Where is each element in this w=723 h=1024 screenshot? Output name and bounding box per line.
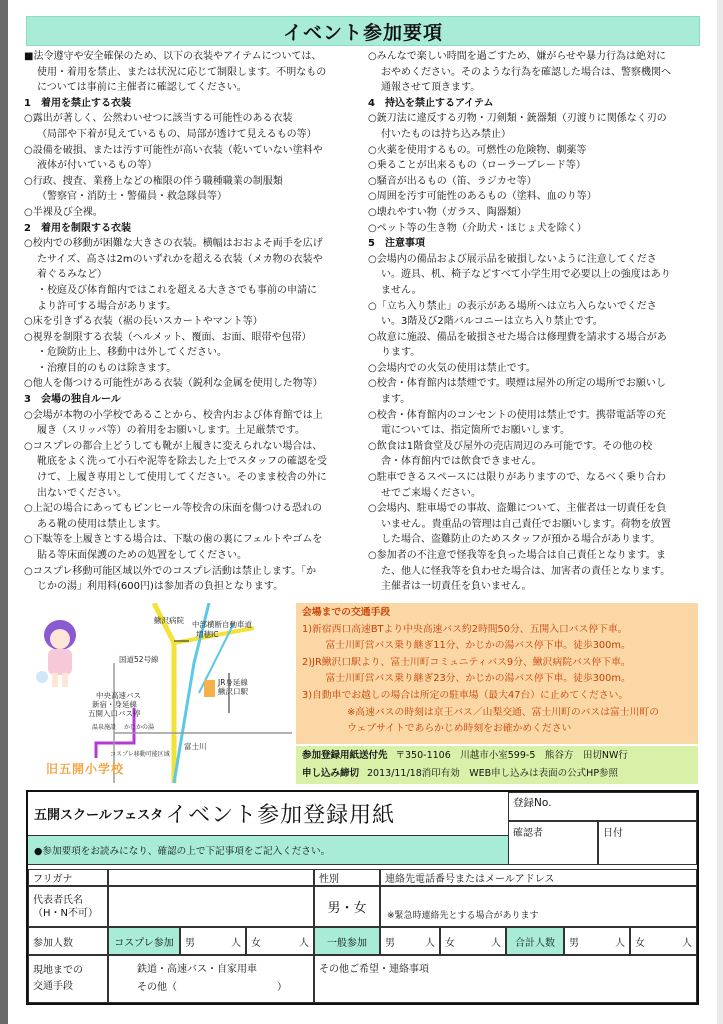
date-label: 日付 <box>603 828 623 839</box>
send-address: 〒350-1106 川越市小室599-5 熊谷方 田切NW行 <box>395 750 628 761</box>
furigana-input[interactable] <box>108 869 314 886</box>
form-title-event: 五開スクールフェスタ <box>34 808 164 823</box>
transport-line: 1)新宿西口高速BTより中央高速バス約2時間50分、五開入口バス停下車。 <box>302 623 628 635</box>
general-female-input[interactable] <box>440 927 506 955</box>
rule-line: ○騒音が出るもの（笛、ラジカセ等） <box>368 175 537 187</box>
rule-line: ○行政、捜査、業務上などの権限の伴う職種職業の制服類 <box>24 175 283 187</box>
rule-line: ○「立ち入り禁止」の表示がある場所へは立ち入らないでくださ <box>368 300 657 312</box>
rule-line: 着ぐるみなど） <box>37 269 107 281</box>
rep-name-label: 代表者氏名 （H・N不可） <box>28 886 108 927</box>
transport-info <box>296 603 698 744</box>
total-female-input[interactable] <box>630 927 697 955</box>
rule-line: 4 持込を禁止するアイテム <box>368 97 494 109</box>
registration-form <box>26 790 699 1005</box>
form-title <box>28 792 508 836</box>
page-title: イベント参加要項 <box>26 16 700 46</box>
rule-line: ○乗ることが出来るもの（ローラーブレード等） <box>368 160 586 172</box>
rule-line: ある靴の使用は禁止します。 <box>37 518 167 530</box>
contact-input[interactable] <box>380 886 697 927</box>
rule-line: 貼る等床面保護のための処置をしてください。 <box>37 550 247 561</box>
rule-line: ○会場内、駐車場での事故、盗難について、主催者は一切責任を負 <box>368 503 667 515</box>
rule-line: 液体が付いているもの等） <box>37 160 157 172</box>
rule-line: 5 注意事項 <box>368 238 425 250</box>
contact-label: 連絡先電話番号またはメールアドレス <box>380 869 697 886</box>
rule-line: 3 会場の独自ルール <box>24 394 121 406</box>
transport-line: ※高速バスの時刻は京王バス／山梨交通、富士川町のバスは富士川町の <box>347 706 659 718</box>
rule-line: ○会場内での火気の使用は禁止です。 <box>368 362 536 374</box>
rule-line: した場合、盗難防止のためスタッフが預かる場合があります。 <box>381 534 661 546</box>
map-label-kajika: かじかの湯 <box>124 724 155 731</box>
gender-label: 性別 <box>314 869 380 886</box>
general-female-unit: 人 <box>491 937 501 949</box>
page-edge-right <box>717 0 723 1024</box>
rule-line: ■法令遵守や安全確保のため、以下の衣装やアイテムについては、 <box>24 51 322 62</box>
rule-line: たサイズ、高さは2mのいずれかを超える衣装（メカ物の衣装や <box>37 253 323 265</box>
rule-line: ○校舎・体育館内のコンセントの使用は禁止です。携帯電話等の充 <box>368 409 666 421</box>
checker-field[interactable] <box>508 821 598 865</box>
transport-line: 2)JR鰍沢口駅より、富士川町コミュニティバス9分、鰍沢病院バス停下車。 <box>302 656 631 668</box>
cosplay-female-input[interactable] <box>246 927 314 955</box>
route-option-other: その他（ ） <box>137 982 287 993</box>
route-choice[interactable] <box>108 955 314 1003</box>
rule-line: ません。 <box>381 284 422 296</box>
requests-label: その他ご希望・連絡事項 <box>319 964 429 975</box>
access-map <box>24 603 292 783</box>
rule-line: い。3階及び2階バルコニーは立ち入り禁止です。 <box>381 316 603 328</box>
rule-line: じかの湯」利用料(600円)は参加者の負担となります。 <box>37 581 284 593</box>
rule-line: ・校庭及び体育館内ではこれを超える大きさでも事前の申請に <box>37 284 317 296</box>
checker-label: 確認者 <box>513 828 543 839</box>
map-label-ic: 増穂IC <box>196 630 219 639</box>
cosplay-label: コスプレ参加 <box>108 927 180 955</box>
map-label-onsen: 温泉施設 <box>92 724 117 731</box>
rule-line: ○参加者の不注意で怪我等を負った場合は自己責任となります。ま <box>368 550 666 561</box>
rule-line: ○校内での移動が困難な大きさの衣装。横幅はおおよそ両手を広げ <box>24 238 323 250</box>
rule-line: ○校舎・体育館内は禁煙です。喫煙は屋外の所定の場所でお願いし <box>368 378 666 390</box>
requests-field[interactable] <box>314 955 697 1003</box>
rule-line: 1 着用を禁止する衣装 <box>24 97 131 109</box>
rule-line: 履き（スリッパ等）の着用をお願いします。土足厳禁です。 <box>37 425 305 437</box>
contact-note: ※緊急時連絡先とする場合があります <box>387 911 539 921</box>
rule-line: については事前に主催者に確認してください。 <box>37 82 247 94</box>
page-edge-left <box>0 0 8 1024</box>
general-female-label: 女 <box>445 937 455 949</box>
rule-line: ○コスプレ移動可能区域以外でのコスプレ活動は禁止します。「か <box>24 565 317 577</box>
map-label-jr-station: 鰍沢口駅 <box>218 687 248 696</box>
total-female-unit: 人 <box>682 937 692 949</box>
map-label-jr-line: JR身延線 <box>218 678 248 687</box>
rule-line: ○設備を破損、または汚す可能性が高い衣装（乾いていない塗料や <box>24 144 323 156</box>
rule-line: ○壊れやすい物（ガラス、陶器類） <box>368 206 527 218</box>
send-address-label: 参加登録用紙送付先 <box>302 750 388 761</box>
rule-line: ○コスプレの都合上どうしても靴が上履きに変えられない場合は、 <box>24 440 323 452</box>
rule-line: ○火薬を使用するもの。可燃性の危険物、劇薬等 <box>368 144 587 156</box>
rule-line: せでご来場ください。 <box>381 487 481 499</box>
rule-line: より許可する場合があります。 <box>37 300 177 312</box>
cosplay-male-unit: 人 <box>231 937 241 949</box>
rule-line: いません。貴重品の管理は自己責任でお願いします。荷物を放置 <box>381 518 671 530</box>
map-label-school: 旧五開小学校 <box>46 762 125 776</box>
rule-line: 靴底をよく洗って小石や泥等を除去した上でスタッフの確認を受 <box>37 456 327 468</box>
route-label: 現地までの 交通手段 <box>28 955 108 1003</box>
map-label-route52: 国道52号線 <box>119 655 159 664</box>
map-label-cosplay-area: コスプレ移動可能区域 <box>110 751 170 758</box>
rule-line: 2 着用を制限する衣装 <box>24 222 131 234</box>
deadline: 2013/11/18消印有効 WEB申し込みは表面の公式HP参照 <box>367 768 619 779</box>
rule-line: ○露出が著しく、公然わいせつに該当する可能性のある衣装 <box>24 113 293 125</box>
rule-line: ○故意に施設、備品を破損させた場合は修理費を請求する場合があ <box>368 331 667 343</box>
furigana-label: フリガナ <box>28 869 108 886</box>
rule-line: 使用・着用を禁止、または状況に応じて制限します。不明なもの <box>37 66 327 78</box>
form-title-main: イベント参加登録用紙 <box>165 803 396 828</box>
form-note: ●参加要項をお読みになり、確認の上で下記事項をご記入ください。 <box>28 836 508 865</box>
jr-station-marker <box>204 680 215 697</box>
map-label-expressway: 中部横断自動車道 <box>192 620 252 629</box>
rule-line: ○周囲を汚す可能性のあるもの（塗料、血のり等） <box>368 191 597 203</box>
rule-line: 付いたものは持ち込み禁止） <box>381 128 511 140</box>
rule-line: ○駐車できるスペースには限りがありますので、なるべく乗り合わ <box>368 472 667 484</box>
rule-line: ○下駄等を上履きとする場合は、下駄の歯の裏にフェルトやゴムを <box>24 534 323 546</box>
rule-line: 通報させて頂きます。 <box>381 82 481 94</box>
rules-right-column <box>368 49 702 595</box>
rule-line: た、他人に怪我等を負わせた場合は、加害者の責任となります。 <box>381 565 671 577</box>
reg-no-label: 登録No. <box>513 797 552 809</box>
gender-choice[interactable]: 男・女 <box>314 886 380 927</box>
rule-line: 主催者は一切責任を負いません。 <box>381 581 532 593</box>
map-label-hospital: 鰍沢病院 <box>154 616 184 625</box>
rule-line: 舎・体育館内では飲食できません。 <box>381 456 542 468</box>
rule-line: 出ないでください。 <box>37 487 127 499</box>
total-male-input[interactable] <box>564 927 630 955</box>
rules-left-column <box>24 49 364 595</box>
map-label-river: 富士川 <box>184 742 207 751</box>
transport-line: 富士川町営バス乗り継ぎ11分、かじかの湯バス停下車。徒歩300m。 <box>325 640 631 652</box>
map-label-bus-stop: 五開入口バス停 <box>88 709 141 718</box>
rule-line: ○ペット等の生き物（介助犬・ほじょ犬を除く） <box>368 222 587 234</box>
cosplay-female-label: 女 <box>251 937 261 949</box>
rule-line: ○床を引きずる衣装（裾の長いスカートやマント等） <box>24 316 263 328</box>
rule-line: おやめください。そのような行為を確認した場合は、警察機関へ <box>381 66 671 78</box>
transport-line: 3)自動車でお越しの場合は所定の駐車場（最大47台）に止めてください。 <box>302 689 629 701</box>
rule-line: ○視界を制限する衣装（ヘルメット、覆面、お面、眼帯や包帯） <box>24 331 312 343</box>
general-male-unit: 人 <box>425 937 435 949</box>
transport-line: ウェブサイトであらかじめ時刻をお確かめください <box>347 723 572 735</box>
transport-line: 会場までの交通手段 <box>302 607 391 618</box>
rule-line: い。遊具、机、椅子などすべて小学生用で必要以上の強度はあり <box>381 269 671 281</box>
cosplay-male-label: 男 <box>185 937 195 949</box>
rep-name-input[interactable] <box>108 886 314 927</box>
map-label-bus-line: 新宿・身延線 <box>92 700 137 709</box>
total-male-unit: 人 <box>615 937 625 949</box>
date-field[interactable] <box>598 821 697 865</box>
total-female-label: 女 <box>635 937 645 949</box>
rule-line: ・危険防止上、移動中は外してください。 <box>37 347 227 359</box>
rule-line: ます。 <box>381 394 411 406</box>
map-label-highway-bus: 中央高速バス <box>96 691 141 700</box>
deadline-label: 申し込み締切 <box>302 768 360 779</box>
rule-line: （警察官・消防士・警備員・救急隊員等） <box>37 191 227 203</box>
route-option-transit: 鉄道・高速バス・自家用車 <box>137 964 257 975</box>
rule-line: ○みんなで楽しい時間を過ごすため、嫌がらせや暴力行為は絶対に <box>368 51 667 62</box>
rule-line: ります。 <box>381 347 421 359</box>
rule-line: けて、上履き専用として使用してください。そのまま校舎の外に <box>37 472 327 484</box>
general-male-label: 男 <box>385 937 395 949</box>
submission-info <box>296 746 698 784</box>
rule-line: ・治療目的のものは除きます。 <box>37 362 177 374</box>
cosplay-female-unit: 人 <box>299 937 309 949</box>
rule-line: （局部や下着が見えているもの、局部が透けて見えるもの等） <box>37 128 317 140</box>
rule-line: ○飲食は1階食堂及び屋外の売店周辺のみ可能です。その他の校 <box>368 440 653 452</box>
rule-line: ○銃刀法に違反する刃物・刀剣類・銃器類（刃渡りに関係なく刃の <box>368 113 667 125</box>
rule-line: ○会場内の備品および展示品を破損しないように注意してくださ <box>368 253 657 265</box>
rule-line: ○上記の場合にあってもピンヒール等校舎の床面を傷つける恐れの <box>24 503 323 515</box>
transport-line: 富士川町営バス乗り継ぎ23分、かじかの湯バス停下車。徒歩300m。 <box>325 673 631 685</box>
general-male-input[interactable] <box>380 927 440 955</box>
total-label: 合計人数 <box>506 927 564 955</box>
rule-line: ○他人を傷つける可能性がある衣装（鋭利な金属を使用した物等） <box>24 378 323 390</box>
cosplay-male-input[interactable] <box>180 927 246 955</box>
total-male-label: 男 <box>569 937 579 949</box>
rule-line: ○半裸及び全裸。 <box>24 206 103 218</box>
general-label: 一般参加 <box>314 927 380 955</box>
rule-line: ○会場が本物の小学校であることから、校舎内および体育館では上 <box>24 409 323 421</box>
reg-no-field[interactable] <box>508 792 697 821</box>
rule-line: 電については、指定箇所でお願いします。 <box>381 425 570 437</box>
count-label: 参加人数 <box>28 927 108 955</box>
